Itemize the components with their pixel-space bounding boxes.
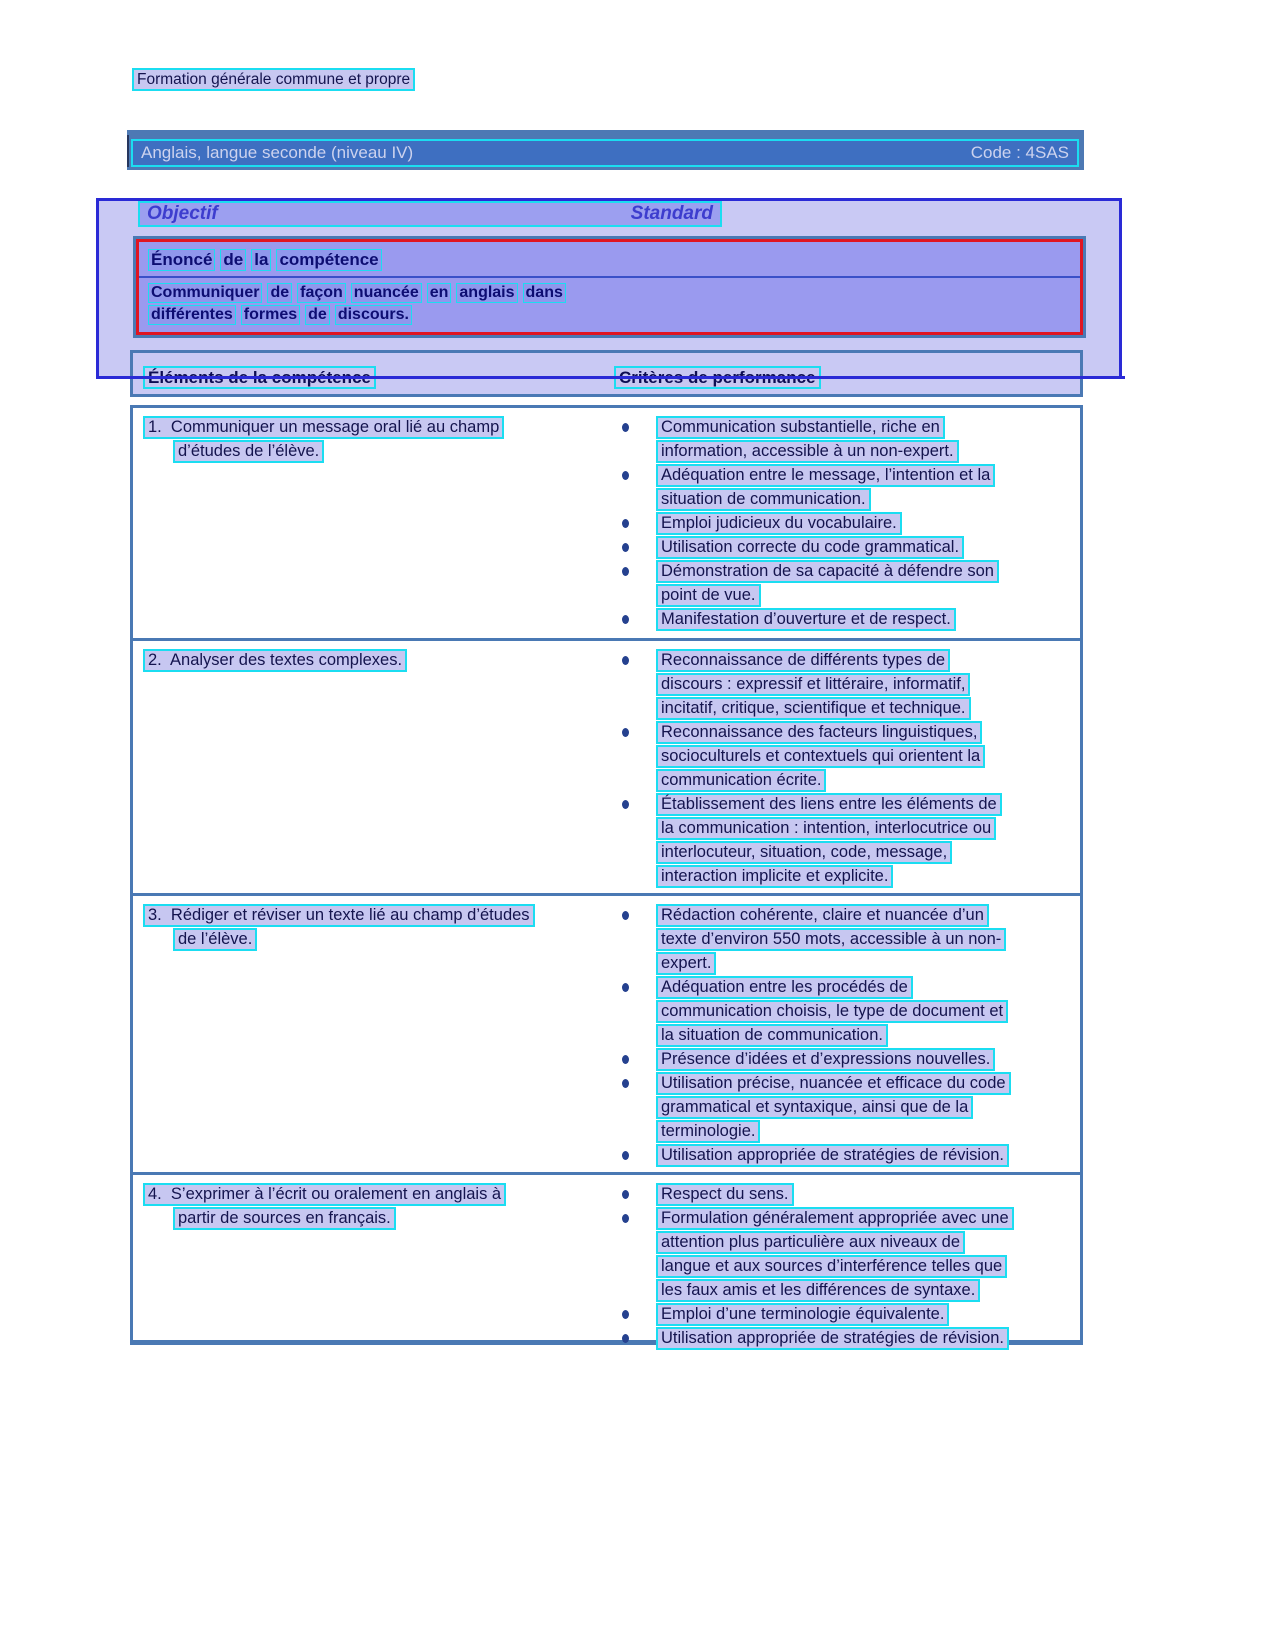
- criterion-text: socioculturels et contextuels qui orientent la: [656, 745, 985, 768]
- bullet-icon: [622, 1151, 629, 1160]
- highlighted-word: Énoncé: [148, 249, 215, 271]
- bullet-icon: [622, 615, 629, 624]
- bullet-icon: [622, 519, 629, 528]
- criterion-text: Respect du sens.: [656, 1183, 794, 1206]
- criterion-item: [610, 793, 1080, 889]
- criterion-text: communication écrite.: [656, 769, 826, 792]
- document-category-label: [132, 68, 415, 91]
- criterion-line: [656, 769, 985, 793]
- element-line: [143, 928, 610, 952]
- criterion-lines: [656, 976, 1008, 1048]
- criterion-item: [610, 649, 1080, 721]
- criterion-lines: [656, 793, 1002, 889]
- criterion-lines: [656, 721, 985, 793]
- element-line: [143, 1183, 610, 1207]
- highlighted-word: formes: [241, 305, 300, 325]
- criterion-line: [656, 1048, 995, 1072]
- bullet-icon: [622, 728, 629, 737]
- criterion-line: [656, 928, 1006, 952]
- criterion-lines: [656, 1072, 1011, 1144]
- criterion-lines: [656, 608, 956, 632]
- criterion-line: [656, 904, 1006, 928]
- element-text: d’études de l’élève.: [173, 440, 324, 463]
- criterion-item: [610, 536, 1080, 560]
- criterion-text: Utilisation appropriée de stratégies de révision.: [656, 1327, 1009, 1350]
- criterion-line: [656, 1096, 1011, 1120]
- element-text: 3. Rédiger et réviser un texte lié au champ d’études: [143, 904, 535, 927]
- criteria-cell: [610, 649, 1080, 893]
- criterion-line: [656, 488, 995, 512]
- criterion-text: situation de communication.: [656, 488, 871, 511]
- criterion-lines: [656, 649, 971, 721]
- criterion-text: Rédaction cohérente, claire et nuancée d’un: [656, 904, 989, 927]
- criterion-text: langue et aux sources d’interférence telles que: [656, 1255, 1007, 1278]
- bullet-icon: [622, 1079, 629, 1088]
- criterion-lines: [656, 560, 999, 608]
- enonce-line: [148, 305, 1080, 327]
- element-text: partir de sources en français.: [173, 1207, 396, 1230]
- bullet-icon: [622, 656, 629, 665]
- objectif-standard-row: [138, 201, 722, 227]
- criterion-text: communication choisis, le type de document et: [656, 1000, 1008, 1023]
- objectif-heading: Objectif: [147, 203, 218, 224]
- criterion-line: [656, 560, 999, 584]
- highlighted-word: discours.: [335, 305, 412, 325]
- table-row: [133, 408, 1080, 638]
- criterion-item: [610, 608, 1080, 632]
- criterion-text: la situation de communication.: [656, 1024, 888, 1047]
- element-line: [143, 440, 610, 464]
- bullet-icon: [622, 1055, 629, 1064]
- criterion-text: Formulation généralement appropriée avec une: [656, 1207, 1014, 1230]
- criterion-lines: [656, 1048, 995, 1072]
- outer-box-bottom-border: [96, 376, 1125, 379]
- highlighted-word: en: [427, 283, 452, 303]
- criterion-line: [656, 1231, 1014, 1255]
- criterion-item: [610, 1144, 1080, 1168]
- criterion-text: expert.: [656, 952, 716, 975]
- bullet-icon: [622, 1190, 629, 1199]
- criterion-text: Reconnaissance de différents types de: [656, 649, 950, 672]
- highlighted-word: de: [220, 249, 246, 271]
- highlighted-word: la: [251, 249, 271, 271]
- criterion-text: point de vue.: [656, 584, 761, 607]
- criterion-line: [656, 817, 1002, 841]
- enonce-body: [139, 278, 1080, 327]
- criterion-text: Démonstration de sa capacité à défendre son: [656, 560, 999, 583]
- criterion-item: [610, 416, 1080, 464]
- criterion-text: Emploi d’une terminologie équivalente.: [656, 1303, 949, 1326]
- element-line: [143, 649, 610, 673]
- table-header-row: [130, 350, 1083, 397]
- criterion-text: Communication substantielle, riche en: [656, 416, 945, 439]
- criterion-line: [656, 841, 1002, 865]
- criterion-line: [656, 697, 971, 721]
- competence-table: [130, 405, 1083, 1345]
- criterion-item: [610, 1072, 1080, 1144]
- highlighted-word: anglais: [456, 283, 517, 303]
- criterion-text: interaction implicite et explicite.: [656, 865, 893, 888]
- element-cell: [133, 1183, 610, 1351]
- highlighted-word: Communiquer: [148, 283, 262, 303]
- criterion-item: [610, 1327, 1080, 1351]
- criterion-lines: [656, 904, 1006, 976]
- criterion-line: [656, 1000, 1008, 1024]
- criterion-item: [610, 1207, 1080, 1303]
- bullet-icon: [622, 1334, 629, 1343]
- highlighted-word: différentes: [148, 305, 236, 325]
- element-text: 1. Communiquer un message oral lié au champ: [143, 416, 504, 439]
- highlighted-word: de: [267, 283, 292, 303]
- criterion-text: interlocuteur, situation, code, message,: [656, 841, 952, 864]
- standard-heading: Standard: [630, 203, 713, 224]
- criterion-item: [610, 512, 1080, 536]
- element-cell: [133, 904, 610, 1172]
- table-row: [133, 1172, 1080, 1351]
- criterion-text: terminologie.: [656, 1120, 760, 1143]
- bullet-icon: [622, 567, 629, 576]
- bullet-icon: [622, 471, 629, 480]
- criterion-line: [656, 1183, 794, 1207]
- criterion-text: incitatif, critique, scientifique et technique.: [656, 697, 971, 720]
- course-title: Anglais, langue seconde (niveau IV): [141, 143, 414, 162]
- criterion-text: Présence d’idées et d’expressions nouvelles.: [656, 1048, 995, 1071]
- criterion-line: [656, 1255, 1014, 1279]
- highlighted-word: compétence: [276, 249, 381, 271]
- criterion-line: [656, 793, 1002, 817]
- enonce-line: [148, 283, 1080, 305]
- criterion-text: grammatical et syntaxique, ainsi que de la: [656, 1096, 973, 1119]
- criterion-line: [656, 440, 959, 464]
- criterion-lines: [656, 536, 964, 560]
- criterion-lines: [656, 1327, 1009, 1351]
- criterion-line: [656, 1144, 1009, 1168]
- criterion-item: [610, 464, 1080, 512]
- criterion-lines: [656, 1183, 794, 1207]
- criterion-line: [656, 1120, 1011, 1144]
- criterion-item: [610, 1303, 1080, 1327]
- element-text: de l’élève.: [173, 928, 257, 951]
- criterion-line: [656, 536, 964, 560]
- criterion-line: [656, 464, 995, 488]
- criterion-text: Utilisation appropriée de stratégies de révision.: [656, 1144, 1009, 1167]
- criterion-text: la communication : intention, interlocutrice ou: [656, 817, 996, 840]
- element-line: [143, 904, 610, 928]
- criterion-line: [656, 1207, 1014, 1231]
- criterion-line: [656, 721, 985, 745]
- criterion-item: [610, 721, 1080, 793]
- criterion-item: [610, 1183, 1080, 1207]
- bar-left-tick: [127, 135, 129, 167]
- bullet-icon: [622, 1214, 629, 1223]
- criteria-cell: [610, 416, 1080, 638]
- criterion-line: [656, 584, 999, 608]
- criterion-text: Utilisation précise, nuancée et efficace du code: [656, 1072, 1011, 1095]
- criterion-line: [656, 1024, 1008, 1048]
- criterion-text: Adéquation entre le message, l’intention et la: [656, 464, 995, 487]
- element-text: 2. Analyser des textes complexes.: [143, 649, 407, 672]
- bullet-icon: [622, 983, 629, 992]
- criterion-lines: [656, 1303, 949, 1327]
- criterion-text: Utilisation correcte du code grammatical.: [656, 536, 964, 559]
- bullet-icon: [622, 543, 629, 552]
- criterion-text: les faux amis et les différences de syntaxe.: [656, 1279, 980, 1302]
- element-text: 4. S’exprimer à l’écrit ou oralement en anglais à: [143, 1183, 506, 1206]
- element-cell: [133, 416, 610, 638]
- criterion-line: [656, 865, 1002, 889]
- table-row: [133, 638, 1080, 893]
- criterion-text: Emploi judicieux du vocabulaire.: [656, 512, 902, 535]
- enonce-cell: [133, 236, 1086, 338]
- criterion-lines: [656, 1207, 1014, 1303]
- criterion-lines: [656, 464, 995, 512]
- bullet-icon: [622, 911, 629, 920]
- criterion-line: [656, 976, 1008, 1000]
- criterion-line: [656, 649, 971, 673]
- criterion-line: [656, 1303, 949, 1327]
- criterion-item: [610, 560, 1080, 608]
- criterion-line: [656, 1327, 1009, 1351]
- criterion-item: [610, 976, 1080, 1048]
- criterion-text: Reconnaissance des facteurs linguistiques,: [656, 721, 982, 744]
- bullet-icon: [622, 1310, 629, 1319]
- criterion-text: Adéquation entre les procédés de: [656, 976, 913, 999]
- criterion-line: [656, 512, 902, 536]
- element-line: [143, 1207, 610, 1231]
- element-cell: [133, 649, 610, 893]
- criterion-text: Établissement des liens entre les éléments de: [656, 793, 1002, 816]
- criterion-line: [656, 416, 959, 440]
- bullet-icon: [622, 800, 629, 809]
- criterion-text: texte d’environ 550 mots, accessible à un non-: [656, 928, 1006, 951]
- criterion-line: [656, 1072, 1011, 1096]
- course-code: Code : 4SAS: [970, 143, 1069, 162]
- criterion-text: discours : expressif et littéraire, informatif,: [656, 673, 970, 696]
- criterion-line: [656, 745, 985, 769]
- criterion-item: [610, 1048, 1080, 1072]
- table-row: [133, 893, 1080, 1172]
- criterion-lines: [656, 512, 902, 536]
- course-header-bar: [127, 130, 1084, 170]
- highlighted-word: façon: [297, 283, 346, 303]
- highlighted-word: dans: [523, 283, 566, 303]
- criterion-line: [656, 1279, 1014, 1303]
- criterion-line: [656, 673, 971, 697]
- criteria-cell: [610, 904, 1080, 1172]
- enonce-title-row: [139, 242, 1080, 278]
- criterion-text: attention plus particulière aux niveaux de: [656, 1231, 965, 1254]
- criterion-item: [610, 904, 1080, 976]
- criterion-text: information, accessible à un non-expert.: [656, 440, 959, 463]
- criteria-cell: [610, 1183, 1080, 1351]
- criterion-lines: [656, 416, 959, 464]
- highlighted-text: Formation générale commune et propre: [132, 68, 415, 91]
- criterion-line: [656, 952, 1006, 976]
- criterion-line: [656, 608, 956, 632]
- enonce-red-box: [136, 239, 1083, 335]
- course-header-selection: [131, 139, 1079, 167]
- highlighted-word: nuancée: [351, 283, 422, 303]
- criterion-lines: [656, 1144, 1009, 1168]
- element-line: [143, 416, 610, 440]
- criterion-text: Manifestation d’ouverture et de respect.: [656, 608, 956, 631]
- bullet-icon: [622, 423, 629, 432]
- highlighted-word: de: [305, 305, 330, 325]
